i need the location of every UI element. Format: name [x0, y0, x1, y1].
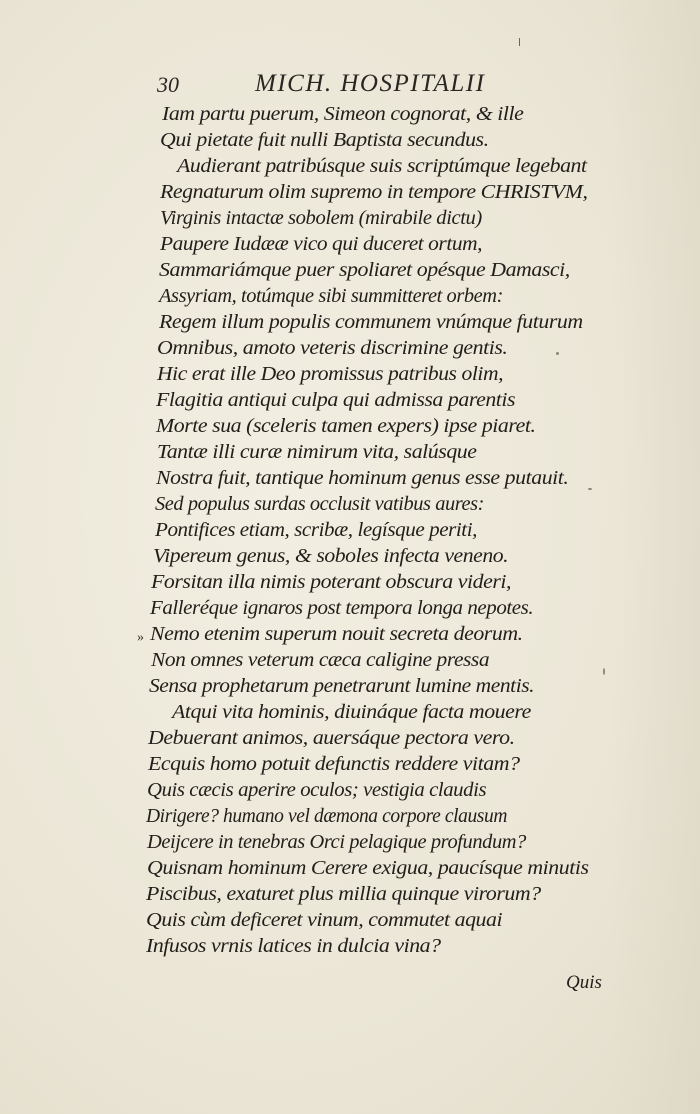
- verse-line: Falleréque ignaros post tempora longa nepotes.: [150, 598, 534, 619]
- verse-line: Nostra fuit, tantique hominum genus esse putauit.: [156, 468, 569, 489]
- page-header: [157, 70, 577, 106]
- quotation-mark: »: [137, 630, 144, 645]
- verse-line: Pontifices etiam, scribæ, legísque periti,: [155, 520, 478, 541]
- verse-line: Iam partu puerum, Simeon cognorat, & ille: [162, 104, 524, 125]
- verse-line: Vipereum genus, & soboles infecta veneno.: [153, 546, 509, 567]
- ink-speck: [603, 668, 605, 675]
- page-number: 30: [157, 72, 179, 97]
- verse-line: Quisnam hominum Cerere exigua, paucísque minutis: [147, 858, 589, 879]
- ink-speck: [588, 488, 592, 490]
- verse-line: Sammariámque puer spoliaret opésque Damasci,: [159, 260, 570, 281]
- verse-line: Sed populus surdas occlusit vatibus aures:: [155, 494, 485, 515]
- verse-line: Ecquis homo potuit defunctis reddere vitam?: [148, 754, 520, 775]
- verse-line: Regem illum populis communem vnúmque futurum: [159, 312, 583, 333]
- verse-line: Forsitan illa nimis poterant obscura videri,: [151, 572, 512, 593]
- verse-line: Virginis intactæ sobolem (mirabile dictu): [160, 208, 482, 229]
- verse-line: Flagitia antiqui culpa qui admissa parentis: [156, 390, 516, 411]
- verse-line: Omnibus, amoto veteris discrimine gentis.: [157, 338, 508, 359]
- verse-line: Paupere Iudææ vico qui duceret ortum,: [160, 234, 483, 255]
- paper-mark: [519, 38, 520, 46]
- verse-line: Qui pietate fuit nulli Baptista secundus.: [160, 130, 489, 151]
- verse-line: Atqui vita hominis, diuináque facta mouere: [172, 702, 531, 723]
- verse-line: Hic erat ille Deo promissus patribus olim,: [157, 364, 504, 385]
- verse-line: Audierant patribúsque suis scriptúmque legebant: [177, 156, 587, 177]
- verse-line: Morte sua (sceleris tamen expers) ipse piaret.: [156, 416, 536, 437]
- verse-line: Piscibus, exaturet plus millia quinque virorum?: [146, 884, 541, 905]
- verse-line: Nemo etenim superum nouit secreta deorum.: [150, 624, 523, 645]
- verse-line: Tantæ illi curæ nimirum vita, salúsque: [157, 442, 477, 463]
- verse-line: Deijcere in tenebras Orci pelagique profundum?: [147, 832, 526, 853]
- verse-line: Quis cæcis aperire oculos; vestigia claudis: [147, 780, 487, 801]
- verse-line: Sensa prophetarum penetrarunt lumine mentis.: [149, 676, 535, 697]
- verse-line: Debuerant animos, auersáque pectora vero.: [148, 728, 515, 749]
- catchword: Quis: [566, 972, 602, 993]
- running-title: MICH. HOSPITALII: [255, 70, 486, 97]
- ink-speck: [556, 352, 559, 355]
- page-edge-shadow: [610, 0, 700, 1114]
- verse-line: Non omnes veterum cæca caligine pressa: [151, 650, 490, 671]
- verse-line: Assyriam, totúmque sibi summitteret orbem:: [159, 286, 504, 307]
- verse-line: Infusos vrnis latices in dulcia vina?: [146, 936, 441, 957]
- verse-line: Dirigere? humano vel dæmona corpore clausum: [146, 806, 508, 827]
- verse-line: Regnaturum olim supremo in tempore CHRISTVM,: [160, 182, 588, 203]
- verse-line: Quis cùm deficeret vinum, commutet aquai: [146, 910, 503, 931]
